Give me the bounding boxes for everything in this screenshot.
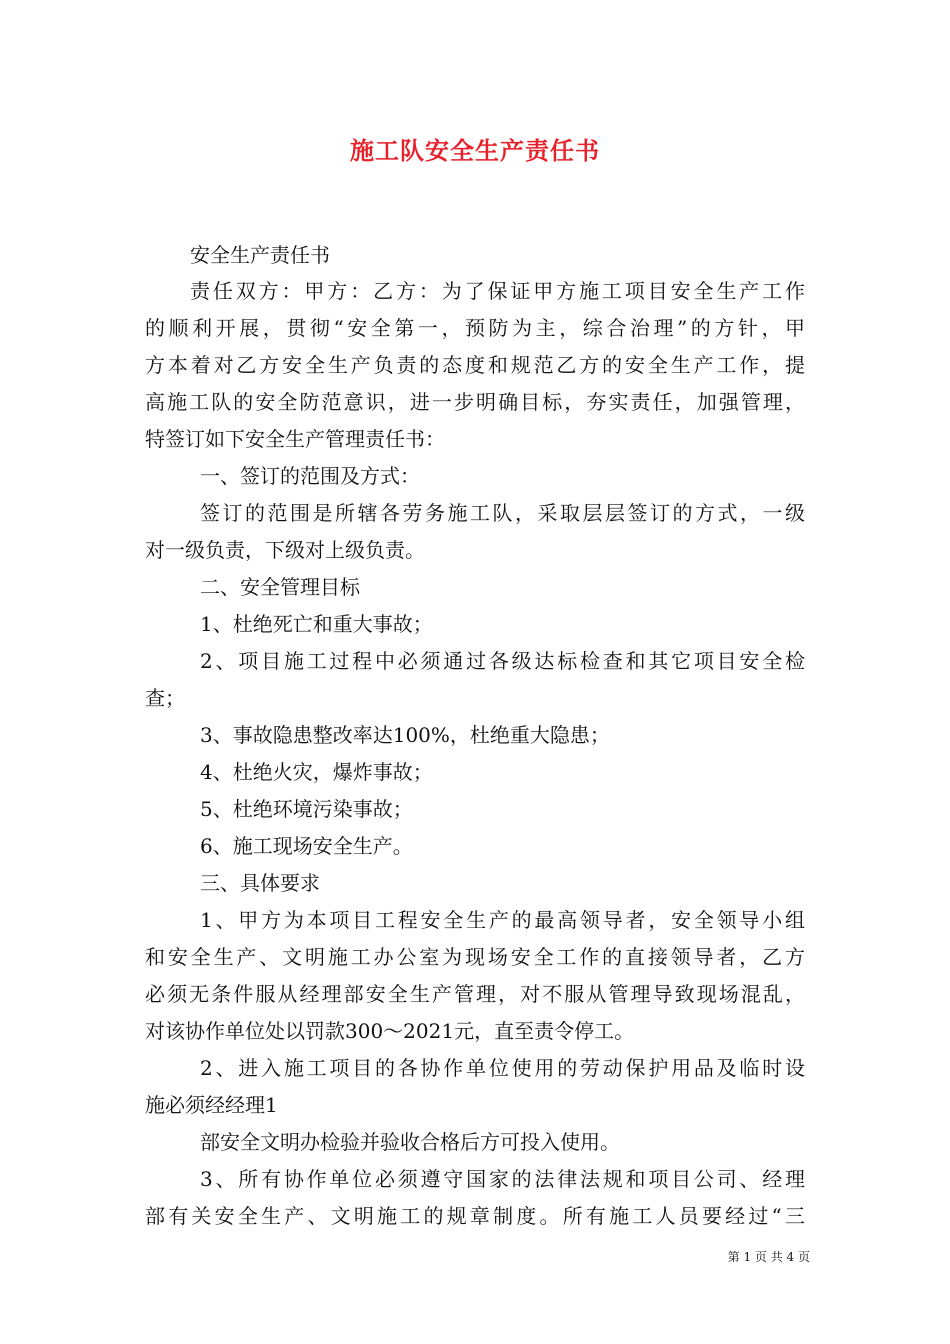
paragraph-line: 对一级负责，下级对上级负责。 bbox=[145, 538, 425, 562]
paragraph-line: 责任双方：甲方：乙方：为了保证甲方施工项目安全生产工作 bbox=[190, 279, 805, 303]
document-title: 施工队安全生产责任书 bbox=[350, 136, 600, 165]
paragraph-line: 2、进入施工项目的各协作单位使用的劳动保护用品及临时设 bbox=[200, 1056, 805, 1080]
section-heading: 三、具体要求 bbox=[200, 871, 320, 895]
paragraph-line: 和安全生产、文明施工办公室为现场安全工作的直接领导者，乙方 bbox=[145, 945, 805, 969]
list-item: 4、杜绝火灾，爆炸事故； bbox=[200, 760, 433, 784]
section-heading: 二、安全管理目标 bbox=[200, 575, 360, 599]
list-item: 1、杜绝死亡和重大事故； bbox=[200, 612, 433, 636]
list-item: 5、杜绝环境污染事故； bbox=[200, 797, 413, 821]
paragraph-line: 方本着对乙方安全生产负责的态度和规范乙方的安全生产工作，提 bbox=[145, 353, 805, 377]
paragraph-line: 部有关安全生产、文明施工的规章制度。所有施工人员要经过“三 bbox=[145, 1204, 805, 1228]
list-item: 6、施工现场安全生产。 bbox=[200, 834, 413, 858]
paragraph-line: 3、所有协作单位必须遵守国家的法律法规和项目公司、经理 bbox=[200, 1167, 805, 1191]
list-item: 3、事故隐患整改率达100%，杜绝重大隐患； bbox=[200, 723, 610, 747]
paragraph-line: 签订的范围是所辖各劳务施工队，采取层层签订的方式，一级 bbox=[200, 501, 805, 525]
paragraph-line: 施必须经经理1 bbox=[145, 1093, 278, 1117]
paragraph-line: 特签订如下安全生产管理责任书： bbox=[145, 427, 445, 451]
page-number: 第 1 页 共 4 页 bbox=[727, 1250, 810, 1264]
paragraph-line: 对该协作单位处以罚款300～2021元，直至责令停工。 bbox=[145, 1019, 635, 1043]
paragraph-line: 的顺利开展，贯彻“安全第一，预防为主，综合治理”的方针，甲 bbox=[145, 316, 805, 340]
paragraph-line: 必须无条件服从经理部安全生产管理，对不服从管理导致现场混乱， bbox=[145, 982, 805, 1006]
list-item-continuation: 查； bbox=[145, 686, 185, 710]
section-heading: 一、签订的范围及方式： bbox=[200, 464, 420, 488]
paragraph-line: 部安全文明办检验并验收合格后方可投入使用。 bbox=[200, 1130, 620, 1154]
paragraph-line: 1、甲方为本项目工程安全生产的最高领导者，安全领导小组 bbox=[200, 908, 805, 932]
paragraph-line: 高施工队的安全防范意识，进一步明确目标，夯实责任，加强管理， bbox=[145, 390, 805, 414]
section-heading: 安全生产责任书 bbox=[190, 243, 330, 267]
list-item: 2、项目施工过程中必须通过各级达标检查和其它项目安全检 bbox=[200, 649, 805, 673]
